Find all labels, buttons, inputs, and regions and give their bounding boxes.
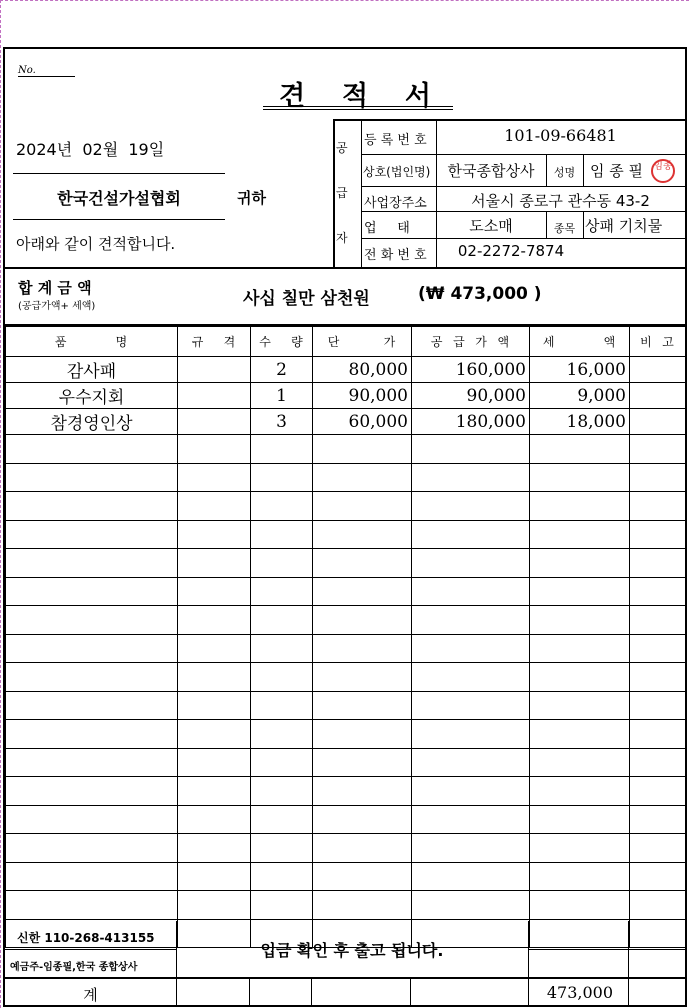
item-unit-price — [313, 663, 412, 692]
table-row — [6, 463, 686, 492]
table-row — [6, 520, 686, 549]
item-qty: 2 — [251, 357, 313, 383]
item-spec — [178, 777, 251, 806]
table-row — [6, 577, 686, 606]
reg-no-label: 등 록 번 호 — [364, 133, 427, 148]
item-spec — [178, 435, 251, 464]
table-row — [6, 663, 686, 692]
item-name — [6, 634, 178, 663]
address-value: 서울시 종로구 관수동 43-2 — [471, 192, 650, 210]
item-qty — [251, 492, 313, 521]
item-supply-amount — [412, 577, 530, 606]
item-tax — [530, 463, 630, 492]
item-tax — [530, 577, 630, 606]
item-qty — [251, 720, 313, 749]
deposit-notice: 입금 확인 후 출고 됩니다. — [260, 941, 444, 960]
item-tax — [530, 805, 630, 834]
table-header-row — [6, 327, 686, 357]
item-name: 우수지회 — [6, 383, 178, 409]
item-tax — [530, 492, 630, 521]
item-spec — [178, 549, 251, 578]
table-row — [6, 357, 686, 383]
item-tax — [530, 663, 630, 692]
item-note — [630, 834, 686, 863]
table-row — [6, 383, 686, 409]
item-name — [6, 891, 178, 920]
item-qty — [251, 805, 313, 834]
item-supply-amount — [412, 691, 530, 720]
item-name — [6, 435, 178, 464]
item-qty — [251, 663, 313, 692]
item-qty — [251, 834, 313, 863]
col-item: 품 명 — [6, 327, 178, 357]
bank-account: 신한 110-268-413155 — [17, 931, 155, 945]
item-note — [630, 435, 686, 464]
item-spec — [178, 748, 251, 777]
phone-label: 전 화 번 호 — [364, 248, 427, 263]
item-spec — [178, 720, 251, 749]
table-row — [6, 891, 686, 920]
item-name — [6, 520, 178, 549]
item-name: 참경영인상 — [6, 409, 178, 435]
item-supply-amount — [412, 862, 530, 891]
col-spec: 규 격 — [178, 327, 251, 357]
supplier-side-label-2: 급 — [336, 186, 348, 200]
item-supply-amount — [412, 805, 530, 834]
item-supply-amount — [412, 834, 530, 863]
item-unit-price — [313, 891, 412, 920]
item-qty — [251, 891, 313, 920]
category-label: 종목 — [553, 222, 576, 235]
items-table — [5, 326, 686, 948]
item-name — [6, 862, 178, 891]
item-name: 감사패 — [6, 357, 178, 383]
business-value: 도소매 — [469, 217, 513, 235]
item-supply-amount: 160,000 — [412, 357, 530, 383]
item-unit-price — [313, 862, 412, 891]
item-name — [6, 492, 178, 521]
item-tax — [530, 634, 630, 663]
table-row — [6, 549, 686, 578]
item-spec — [178, 577, 251, 606]
item-name — [6, 663, 178, 692]
sum-value: 473,000 — [546, 983, 613, 1002]
name-value: 임 종 필 — [590, 162, 644, 180]
item-unit-price — [313, 549, 412, 578]
item-supply-amount — [412, 492, 530, 521]
item-tax — [530, 435, 630, 464]
item-unit-price: 60,000 — [313, 409, 412, 435]
item-spec — [178, 463, 251, 492]
honorific: 귀하 — [237, 189, 266, 207]
item-supply-amount — [412, 634, 530, 663]
item-unit-price — [313, 520, 412, 549]
item-tax — [530, 891, 630, 920]
item-name — [6, 691, 178, 720]
item-spec — [178, 891, 251, 920]
sum-label: 계 — [83, 986, 98, 1004]
item-qty — [251, 463, 313, 492]
item-name — [6, 606, 178, 635]
item-supply-amount — [412, 549, 530, 578]
supplier-side-label-3: 자 — [336, 231, 348, 245]
col-tax: 세 액 — [530, 327, 630, 357]
business-label: 업 태 — [364, 221, 410, 236]
item-unit-price — [313, 606, 412, 635]
item-supply-amount: 90,000 — [412, 383, 530, 409]
total-amount-korean: 사십 칠만 삼천원 — [243, 289, 370, 309]
item-spec — [178, 834, 251, 863]
item-supply-amount — [412, 463, 530, 492]
item-spec — [178, 357, 251, 383]
total-amount-numeric: (₩ 473,000 ) — [418, 284, 542, 304]
document-title: 견 적 서 — [279, 81, 437, 112]
item-name — [6, 834, 178, 863]
col-note: 비 고 — [630, 327, 686, 357]
item-note — [630, 357, 686, 383]
col-qty: 수 량 — [251, 327, 313, 357]
total-sub-label: (공급가액+ 세액) — [18, 301, 96, 312]
item-tax — [530, 520, 630, 549]
item-qty — [251, 691, 313, 720]
reg-no-value: 101-09-66481 — [504, 126, 617, 145]
estimate-date: 2024년 02월 19일 — [16, 140, 165, 159]
item-note — [630, 862, 686, 891]
item-unit-price — [313, 463, 412, 492]
item-supply-amount — [412, 891, 530, 920]
item-unit-price — [313, 834, 412, 863]
address-label: 사업장주소 — [364, 196, 427, 211]
item-supply-amount — [412, 435, 530, 464]
item-qty: 3 — [251, 409, 313, 435]
item-unit-price — [313, 634, 412, 663]
col-unit-price: 단 가 — [313, 327, 412, 357]
item-tax: 9,000 — [530, 383, 630, 409]
item-unit-price — [313, 805, 412, 834]
item-spec — [178, 383, 251, 409]
item-tax — [530, 720, 630, 749]
table-row — [6, 634, 686, 663]
item-unit-price — [313, 691, 412, 720]
page-guide-top — [0, 0, 689, 1]
item-qty — [251, 577, 313, 606]
item-name — [6, 463, 178, 492]
table-row — [6, 606, 686, 635]
item-name — [6, 577, 178, 606]
item-supply-amount — [412, 606, 530, 635]
table-row — [6, 805, 686, 834]
table-row — [6, 834, 686, 863]
item-tax — [530, 691, 630, 720]
account-holder: 예금주-임종필,한국 종합상사 — [10, 962, 138, 973]
item-spec — [178, 862, 251, 891]
item-qty — [251, 634, 313, 663]
item-note — [630, 891, 686, 920]
item-spec — [178, 409, 251, 435]
item-tax — [530, 777, 630, 806]
item-qty: 1 — [251, 383, 313, 409]
item-note — [630, 720, 686, 749]
total-label: 합 계 금 액 — [18, 279, 92, 297]
item-name — [6, 720, 178, 749]
item-spec — [178, 663, 251, 692]
item-qty — [251, 748, 313, 777]
table-row — [6, 691, 686, 720]
item-tax — [530, 834, 630, 863]
item-note — [630, 520, 686, 549]
item-spec — [178, 492, 251, 521]
col-supply: 공 급 가 액 — [412, 327, 530, 357]
item-unit-price — [313, 720, 412, 749]
item-tax — [530, 606, 630, 635]
item-spec — [178, 520, 251, 549]
item-supply-amount: 180,000 — [412, 409, 530, 435]
recipient-name: 한국건설가설협회 — [57, 189, 181, 208]
item-unit-price: 80,000 — [313, 357, 412, 383]
item-qty — [251, 549, 313, 578]
item-qty — [251, 606, 313, 635]
item-note — [630, 748, 686, 777]
intro-text: 아래와 같이 견적합니다. — [16, 235, 176, 253]
item-note — [630, 606, 686, 635]
item-supply-amount — [412, 520, 530, 549]
table-row — [6, 748, 686, 777]
item-note — [630, 805, 686, 834]
item-name — [6, 805, 178, 834]
item-name — [6, 748, 178, 777]
item-tax: 18,000 — [530, 409, 630, 435]
item-note — [630, 383, 686, 409]
item-supply-amount — [412, 777, 530, 806]
table-row — [6, 492, 686, 521]
item-note — [630, 663, 686, 692]
item-tax: 16,000 — [530, 357, 630, 383]
item-note — [630, 634, 686, 663]
item-note — [630, 409, 686, 435]
item-note — [630, 492, 686, 521]
page-guide-left — [0, 0, 1, 1008]
item-note — [630, 549, 686, 578]
footer-area — [5, 921, 685, 1007]
item-note — [630, 777, 686, 806]
table-row — [6, 777, 686, 806]
company-value: 한국종합상사 — [447, 162, 535, 180]
table-row — [6, 720, 686, 749]
name-label: 성명 — [553, 166, 576, 179]
item-spec — [178, 691, 251, 720]
item-spec — [178, 805, 251, 834]
item-unit-price — [313, 435, 412, 464]
estimate-sheet — [3, 47, 687, 1007]
table-row — [6, 409, 686, 435]
item-spec — [178, 606, 251, 635]
seal-stamp: 임종 — [651, 159, 675, 183]
item-note — [630, 463, 686, 492]
supplier-side-label-1: 공 — [336, 141, 348, 155]
item-unit-price — [313, 777, 412, 806]
item-qty — [251, 777, 313, 806]
item-tax — [530, 549, 630, 578]
item-tax — [530, 748, 630, 777]
item-spec — [178, 634, 251, 663]
no-label: No. — [18, 65, 75, 77]
item-supply-amount — [412, 748, 530, 777]
phone-value: 02-2272-7874 — [457, 242, 565, 260]
item-note — [630, 691, 686, 720]
category-value: 상패 기치물 — [585, 217, 663, 235]
item-unit-price: 90,000 — [313, 383, 412, 409]
item-note — [630, 577, 686, 606]
item-unit-price — [313, 492, 412, 521]
item-name — [6, 549, 178, 578]
item-supply-amount — [412, 663, 530, 692]
table-row — [6, 862, 686, 891]
company-label: 상호(법인명) — [363, 165, 431, 179]
item-qty — [251, 435, 313, 464]
table-row — [6, 435, 686, 464]
item-unit-price — [313, 577, 412, 606]
item-tax — [530, 862, 630, 891]
item-supply-amount — [412, 720, 530, 749]
item-unit-price — [313, 748, 412, 777]
item-name — [6, 777, 178, 806]
item-qty — [251, 520, 313, 549]
item-qty — [251, 862, 313, 891]
